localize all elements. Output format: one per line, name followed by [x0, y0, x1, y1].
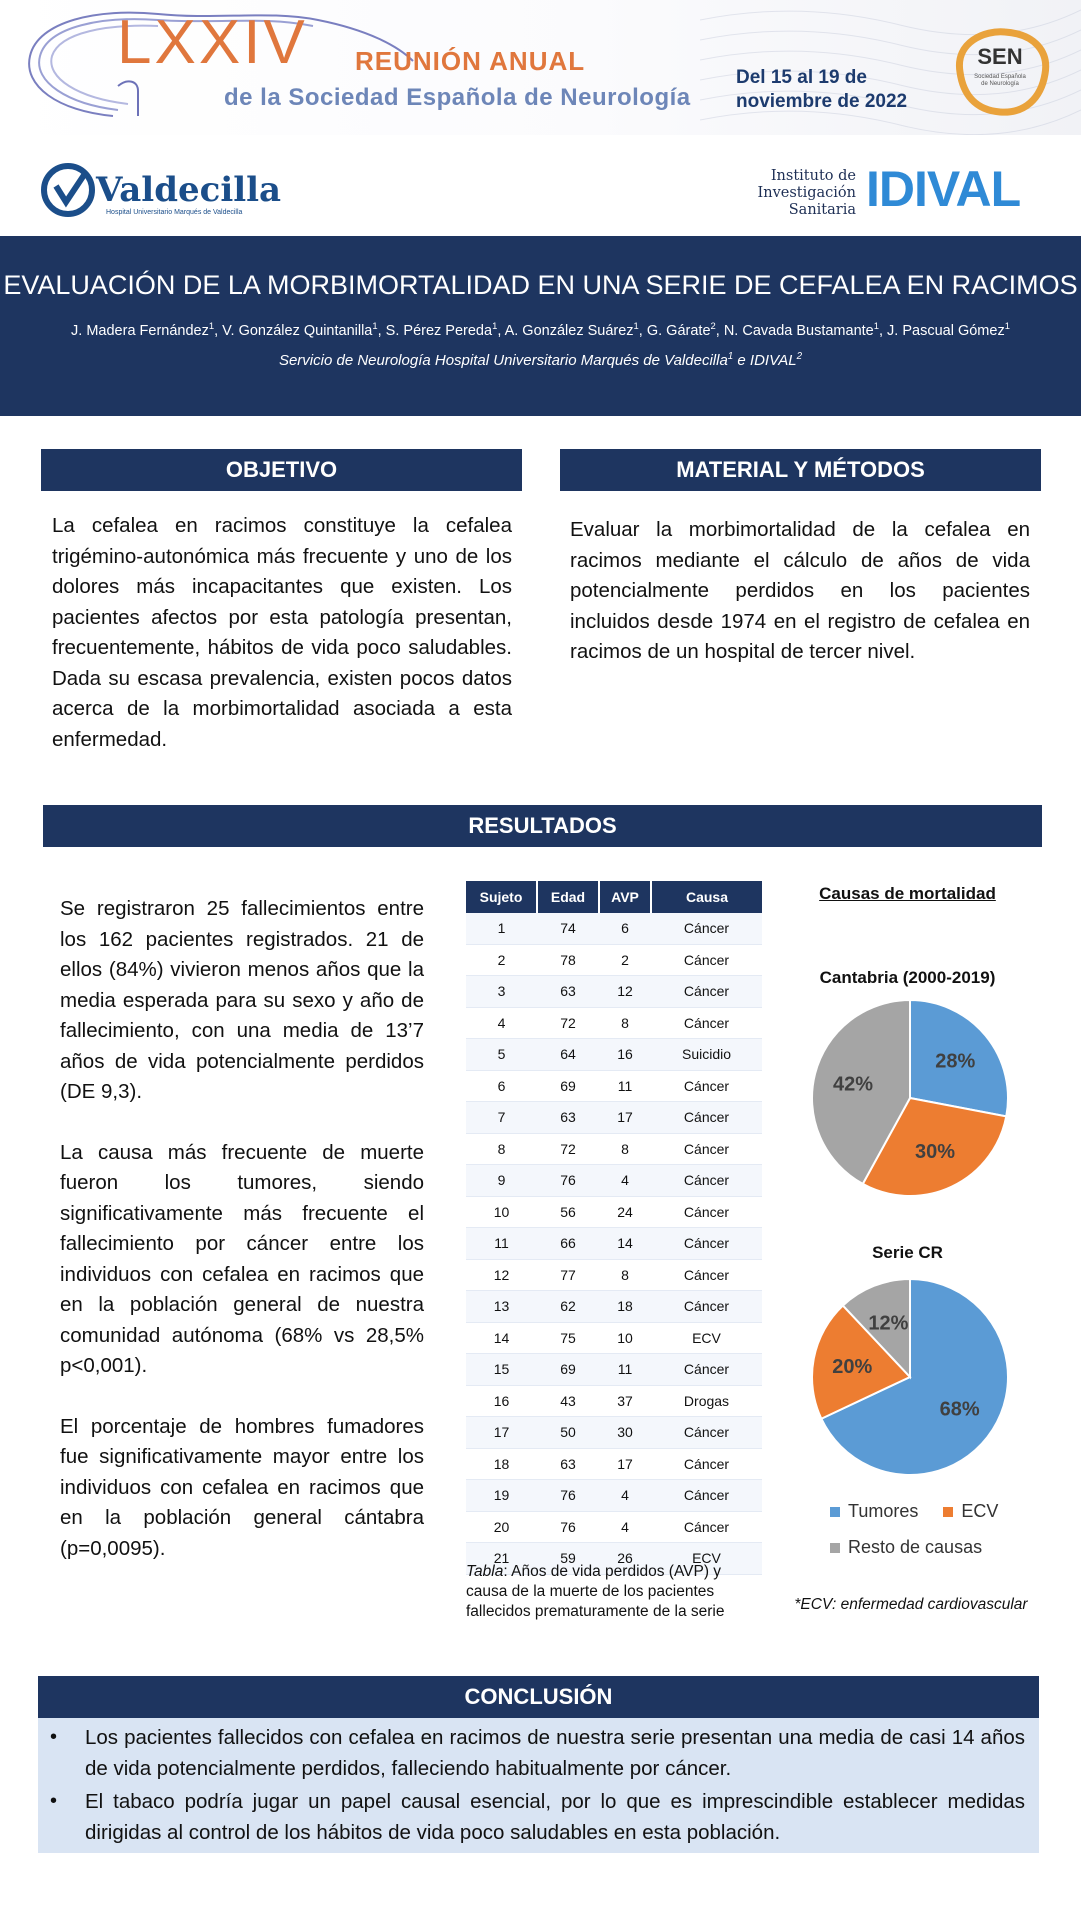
author: G. Gárate$^2$, — [646, 320, 724, 339]
dates-line-2: noviembre de 2022 — [736, 91, 908, 112]
table-row — [466, 1070, 762, 1102]
table-cell: 20 — [466, 1511, 537, 1543]
table-row — [466, 1196, 762, 1228]
table-cell: 69 — [537, 1354, 599, 1386]
table-cell: 17 — [599, 1102, 651, 1134]
table-row — [466, 1228, 762, 1260]
table-cell: 7 — [466, 1102, 537, 1134]
table-cell: 1 — [466, 913, 537, 944]
table-cell: 59 — [537, 1543, 599, 1575]
table-row — [466, 976, 762, 1008]
table-cell: 76 — [537, 1511, 599, 1543]
charts-title: Causas de mortalidad — [819, 884, 996, 903]
column-header-causa: Causa — [651, 881, 762, 913]
legend-item-tumores: Tumores — [830, 1501, 918, 1521]
table-cell: 6 — [599, 913, 651, 944]
table-cell: 43 — [537, 1385, 599, 1417]
valdecilla-logo-text: Valdecilla — [96, 170, 282, 210]
table-cell: Cáncer — [651, 1511, 762, 1543]
table-cell: 10 — [466, 1196, 537, 1228]
table-cell: 63 — [537, 976, 599, 1008]
idival-institute-text — [752, 168, 856, 219]
pie-data-label: 30% — [915, 1141, 956, 1164]
legend-swatch — [943, 1507, 953, 1517]
table-cell: Cáncer — [651, 1228, 762, 1260]
pie-data-label: 68% — [939, 1398, 980, 1421]
table-row — [466, 1039, 762, 1071]
column-header-avp: AVP — [599, 881, 651, 913]
table-cell: Cáncer — [651, 944, 762, 976]
table-header-row — [466, 881, 762, 913]
table-cell: 14 — [466, 1322, 537, 1354]
resultados-heading: RESULTADOS — [43, 805, 1042, 847]
table-row — [466, 1007, 762, 1039]
table-cell: 6 — [466, 1070, 537, 1102]
legend-row — [830, 1537, 1050, 1558]
table-cell: 18 — [599, 1291, 651, 1323]
table-row — [466, 913, 762, 944]
table-cell: 17 — [599, 1448, 651, 1480]
ecv-footnote: *ECV: enfermedad cardiovascular — [794, 1596, 1028, 1613]
affiliation: Servicio de Neurología Hospital Universitario Marqués de Valdecilla$^1$ e IDIVAL$^2$ — [278, 351, 803, 369]
table-cell: 16 — [599, 1039, 651, 1071]
table-cell: 5 — [466, 1039, 537, 1071]
idival-line-1: Instituto de — [770, 168, 856, 184]
table-cell: 21 — [466, 1543, 537, 1575]
table-cell: 10 — [599, 1322, 651, 1354]
conclusion-heading: CONCLUSIÓN — [38, 1676, 1039, 1718]
meeting-name: REUNIÓN ANUAL — [355, 46, 586, 76]
valdecilla-icon — [40, 160, 96, 220]
table-cell: 14 — [599, 1228, 651, 1260]
table-cell: 63 — [537, 1448, 599, 1480]
table-cell: Cáncer — [651, 913, 762, 944]
table-cell: 74 — [537, 913, 599, 944]
sen-logo-sub-1: Sociedad Española — [974, 74, 1026, 80]
table-cell: 8 — [599, 1259, 651, 1291]
sen-logo-text: SEN — [977, 44, 1023, 69]
table-row — [466, 944, 762, 976]
table-cell: 4 — [466, 1007, 537, 1039]
table-row — [466, 1354, 762, 1386]
author: J. Madera Fernández$^1$, — [71, 320, 223, 339]
table-cell: Cáncer — [651, 1102, 762, 1134]
table-cell: 26 — [599, 1543, 651, 1575]
meeting-dates — [736, 66, 907, 114]
pie-data-label: 12% — [868, 1312, 909, 1335]
table-row — [466, 1480, 762, 1512]
dates-line-1: Del 15 al 19 de — [736, 67, 867, 88]
conclusion-item: • Los pacientes fallecidos con cefalea en racimos de nuestra serie presentan una media de casi 14 años de vida potencialmente perdidos, falleciendo habitualmente por cáncer. — [38, 1722, 1039, 1784]
author: S. Pérez Pereda$^1$, — [385, 320, 505, 339]
table-cell: 15 — [466, 1354, 537, 1386]
sen-logo-sub-2: de Neurología — [981, 81, 1019, 87]
sen-logo — [945, 22, 1055, 122]
table-cell: 76 — [537, 1480, 599, 1512]
poster-title: EVALUACIÓN DE LA MORBIMORTALIDAD EN UNA SERIE DE CEFALEA EN RACIMOS — [3, 270, 1078, 300]
idival-line-3: Sanitaria — [788, 202, 856, 218]
table-row — [466, 1385, 762, 1417]
table-row — [466, 1133, 762, 1165]
author: J. Pascual Gómez$^1$ — [887, 320, 1010, 339]
pie-2-title: Serie CR — [872, 1243, 943, 1262]
table-cell: 50 — [537, 1417, 599, 1449]
table-cell: 30 — [599, 1417, 651, 1449]
table-cell: 19 — [466, 1480, 537, 1512]
event-banner — [0, 0, 1081, 135]
table-cell: 69 — [537, 1070, 599, 1102]
table-cell: 8 — [599, 1007, 651, 1039]
table-cell: 18 — [466, 1448, 537, 1480]
bullet-icon: • — [50, 1790, 58, 1812]
pie-chart-serie-cr — [810, 1277, 1010, 1477]
table-row — [466, 1417, 762, 1449]
table-cell: 9 — [466, 1165, 537, 1197]
table-cell: 56 — [537, 1196, 599, 1228]
table-cell: Drogas — [651, 1385, 762, 1417]
table-cell: 78 — [537, 944, 599, 976]
table-caption: Tabla: Años de vida perdidos (AVP) y causa de la muerte de los pacientes fallecidos prematuramente de la serie — [466, 1563, 725, 1620]
column-header-edad: Edad — [537, 881, 599, 913]
table-cell: 77 — [537, 1259, 599, 1291]
valdecilla-logo-subtitle: Hospital Universitario Marqués de Valdecilla — [106, 209, 243, 216]
table-cell: 11 — [599, 1354, 651, 1386]
table-cell: Cáncer — [651, 1259, 762, 1291]
pie-1-title: Cantabria (2000-2019) — [819, 968, 996, 987]
idival-line-2: Investigación — [757, 185, 856, 201]
table-cell: 2 — [466, 944, 537, 976]
table-cell: 24 — [599, 1196, 651, 1228]
table-cell: 16 — [466, 1385, 537, 1417]
table-cell: Cáncer — [651, 1417, 762, 1449]
table-cell: 62 — [537, 1291, 599, 1323]
table-row — [466, 1448, 762, 1480]
chart-legend — [830, 1501, 1050, 1558]
table-row — [466, 1291, 762, 1323]
table-cell: Cáncer — [651, 1291, 762, 1323]
table-cell: 4 — [599, 1480, 651, 1512]
author: V. González Quintanilla$^1$, — [222, 320, 386, 339]
resultados-paragraph-3: El porcentaje de hombres fumadores fue significativamente mayor entre los individuos con cefalea en racimos que en la población general cántabra (p=0,0095). — [60, 1414, 424, 1560]
table-cell: 4 — [599, 1165, 651, 1197]
table-cell: 3 — [466, 976, 537, 1008]
table-cell: Cáncer — [651, 1196, 762, 1228]
table-cell: Cáncer — [651, 1480, 762, 1512]
table-cell: 17 — [466, 1417, 537, 1449]
table-cell: 66 — [537, 1228, 599, 1260]
table-row — [466, 1259, 762, 1291]
results-table-container — [466, 881, 762, 1575]
metodos-heading: MATERIAL Y MÉTODOS — [560, 449, 1041, 491]
table-cell: Cáncer — [651, 1070, 762, 1102]
table-row — [466, 1322, 762, 1354]
table-cell: 72 — [537, 1133, 599, 1165]
legend-item-resto: Resto de causas — [830, 1537, 982, 1557]
table-cell: Cáncer — [651, 1354, 762, 1386]
table-cell: 4 — [599, 1511, 651, 1543]
author-list — [0, 320, 1081, 339]
table-cell: 37 — [599, 1385, 651, 1417]
conclusion-box — [38, 1718, 1039, 1853]
metodos-text: Evaluar la morbimortalidad de la cefalea en racimos mediante el cálculo de años de vida potencialmente perdidos en los pacientes incluidos desde 1974 en el registro de cefalea en racimos de un hospital de tercer nivel. — [570, 518, 1030, 663]
meeting-numeral: LXXIV — [117, 8, 308, 77]
pie-data-label: 42% — [833, 1073, 874, 1096]
pie-data-label: 28% — [935, 1050, 976, 1073]
table-cell: ECV — [651, 1543, 762, 1575]
legend-swatch — [830, 1507, 840, 1517]
table-cell: Suicidio — [651, 1039, 762, 1071]
table-row — [466, 1102, 762, 1134]
objetivo-heading: OBJETIVO — [41, 449, 522, 491]
table-cell: Cáncer — [651, 1448, 762, 1480]
pie-data-label: 20% — [832, 1355, 873, 1378]
legend-row — [830, 1501, 1050, 1537]
table-cell: 76 — [537, 1165, 599, 1197]
results-table — [466, 881, 762, 1575]
table-cell: Cáncer — [651, 1165, 762, 1197]
legend-item-ecv: ECV — [943, 1501, 998, 1521]
table-cell: 64 — [537, 1039, 599, 1071]
table-row — [466, 1511, 762, 1543]
legend-swatch — [830, 1543, 840, 1553]
table-cell: 8 — [466, 1133, 537, 1165]
society-name: de la Sociedad Española de Neurología — [224, 84, 691, 111]
conclusion-item: • El tabaco podría jugar un papel causal esencial, por lo que es imprescindible establecer medidas dirigidas al control de los hábitos de vida poco saludables en esta población. — [38, 1786, 1039, 1848]
pie-chart-cantabria — [810, 998, 1010, 1198]
table-cell: 12 — [599, 976, 651, 1008]
table-cell: 11 — [466, 1228, 537, 1260]
table-cell: ECV — [651, 1322, 762, 1354]
table-cell: 75 — [537, 1322, 599, 1354]
author: N. Cavada Bustamante$^1$, — [723, 320, 888, 339]
table-cell: 13 — [466, 1291, 537, 1323]
table-cell: Cáncer — [651, 976, 762, 1008]
table-cell: Cáncer — [651, 1133, 762, 1165]
author: A. González Suárez$^1$, — [504, 320, 647, 339]
table-row — [466, 1165, 762, 1197]
resultados-paragraph-2: La causa más frecuente de muerte fueron los tumores, siendo significativamente más frecuente el fallecimiento por cáncer entre los individuos con cefalea en racimos que en la población general de nuestra comunidad autónoma (68% vs 28,5% p<0,001). — [60, 1140, 424, 1377]
table-cell: 2 — [599, 944, 651, 976]
resultados-paragraph-1: Se registraron 25 fallecimientos entre los 162 pacientes registrados. 21 de ellos (84%) vivieron menos años que la media esperada para su sexo y año de fallecimiento, con una media de 13’7 años de vida potencialmente perdidos (DE 9,3). — [60, 897, 424, 1103]
table-cell: 72 — [537, 1007, 599, 1039]
idival-logo: IDIVAL — [866, 161, 1021, 217]
table-cell: 12 — [466, 1259, 537, 1291]
bullet-icon: • — [50, 1726, 58, 1748]
column-header-sujeto: Sujeto — [466, 881, 537, 913]
table-cell: Cáncer — [651, 1007, 762, 1039]
objetivo-text: La cefalea en racimos constituye la cefalea trigémino-autonómica más frecuente y uno de los dolores más incapacitantes que existen. Los pacientes afectos por esta patología presentan, frecuentemente, hábitos de vida poco saludables. Dada su escasa prevalencia, existen pocos datos acerca de la morbimortalidad asociada a esta enfermedad. — [52, 514, 512, 751]
table-cell: 11 — [599, 1070, 651, 1102]
table-cell: 8 — [599, 1133, 651, 1165]
table-cell: 63 — [537, 1102, 599, 1134]
resultados-text — [60, 894, 424, 1564]
